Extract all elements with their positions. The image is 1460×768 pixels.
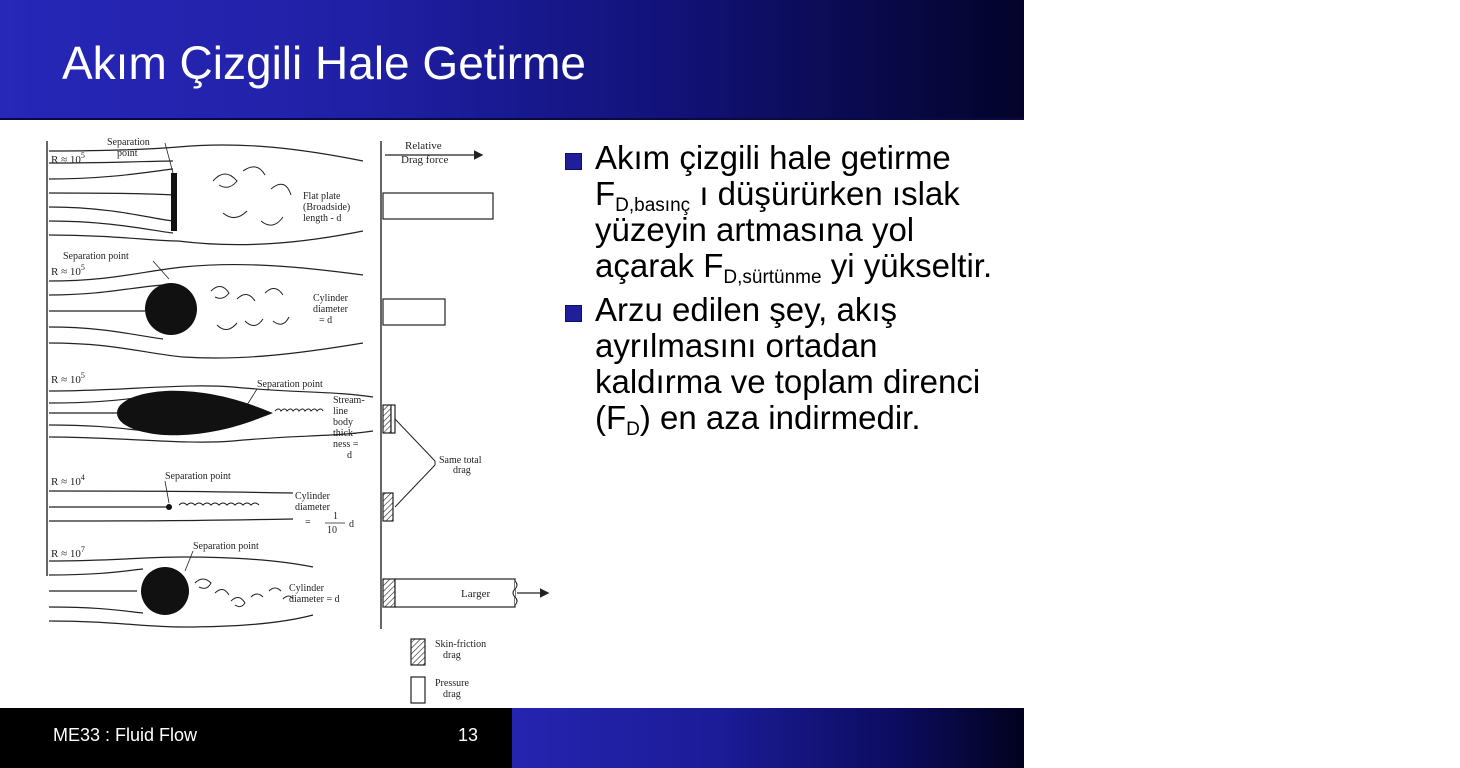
svg-text:body: body [333, 417, 353, 428]
case3-reynolds: $R \approx 10^5$ [51, 371, 85, 386]
drag-bar-cylinder-2-pressure [395, 579, 515, 607]
legend-skin-label: Skin-friction [435, 639, 487, 650]
case4-reynolds: $R \approx 10^4$ [51, 473, 85, 488]
svg-text:d: d [349, 519, 354, 530]
case4-separation-label: Separation point [165, 471, 231, 482]
streamlined-body [117, 391, 273, 436]
figure-legend [411, 639, 486, 703]
cylinder-body-2 [141, 567, 189, 615]
svg-text:10: 10 [327, 525, 337, 536]
svg-text:1: 1 [333, 511, 338, 522]
drag-bar-flat-plate [383, 193, 493, 219]
case-thin-cylinder [49, 471, 393, 536]
svg-text:Stream-: Stream- [333, 395, 365, 406]
case1-separation-label-2: point [117, 148, 138, 159]
case-cylinder-turbulent [49, 541, 547, 627]
legend-pressure-swatch [411, 677, 425, 703]
drag-figure-svg [33, 121, 561, 708]
case5-reynolds: $R \approx 10^7$ [51, 545, 85, 560]
drag-bar-cylinder-1 [383, 299, 445, 325]
svg-text:diameter = d: diameter = d [289, 594, 340, 605]
case2-reynolds: $R \approx 10^5$ [51, 263, 85, 278]
footer-right-panel [512, 708, 1460, 768]
slide-title: Akım Çizgili Hale Getirme [62, 37, 586, 89]
slide-footer [0, 708, 1460, 768]
footer-left-panel [0, 708, 512, 768]
svg-text:line: line [333, 406, 348, 417]
svg-text:Cylinder: Cylinder [313, 293, 348, 304]
svg-text:(Broadside): (Broadside) [303, 202, 351, 213]
title-divider [0, 118, 1024, 120]
thin-cylinder-body [166, 504, 172, 510]
svg-text:length - d: length - d [303, 213, 342, 224]
footer-course-name: ME33 : Fluid Flow [53, 725, 198, 745]
case2-separation-label: Separation point [63, 251, 129, 262]
legend-skin-swatch [411, 639, 425, 665]
drag-bar-streamlined-skin [383, 405, 391, 433]
header-drag-force: Drag force [401, 154, 449, 166]
svg-text:Cylinder: Cylinder [289, 583, 324, 594]
svg-text:= d: = d [319, 315, 333, 326]
bullet-item-2: Arzu edilen şey, akış ayrılmasını ortadan kaldırma ve toplam direnci $(F_D)$ en aza indirmedir. [563, 292, 1013, 436]
footer-page-number: 13 [458, 725, 479, 745]
title-bar [0, 0, 1024, 120]
case-cylinder-laminar [49, 251, 445, 358]
same-total-label: Same total [439, 455, 482, 466]
cylinder-body-1 [145, 283, 197, 335]
legend-pressure-label-2: drag [443, 689, 461, 700]
case-streamlined-body [49, 371, 395, 461]
svg-text:d: d [347, 450, 352, 461]
bullet-item-1: Akım çizgili hale getirme $F_{D,basınç}$ ı düşürürken ıslak yüzeyin artmasına yol açarak $F_{D,sürtünme}$ yi yükseltir. [563, 140, 1013, 284]
case3-separation-label: Separation point [257, 379, 323, 390]
svg-text:Cylinder: Cylinder [295, 491, 330, 502]
footer-chapter-title: Chapter 11: Flow over bodies; lift and drag [1122, 722, 1460, 742]
svg-text:=: = [305, 517, 311, 528]
header-relative: Relative [405, 140, 442, 152]
bullet-square-icon [565, 153, 582, 170]
case1-separation-label: Separation [107, 137, 150, 148]
bullet-list [563, 140, 1013, 444]
svg-text:diameter: diameter [313, 304, 348, 315]
svg-text:thick-: thick- [333, 428, 357, 439]
larger-label: Larger [461, 588, 491, 600]
same-total-bracket-bottom [395, 465, 435, 507]
case5-separation-label: Separation point [193, 541, 259, 552]
drag-bar-streamlined-pressure [391, 405, 395, 433]
same-total-bracket-top [395, 419, 435, 461]
case1-reynolds: $R \approx 10^5$ [51, 151, 85, 166]
drag-bar-cylinder-2-skin [383, 579, 395, 607]
legend-skin-label-2: drag [443, 650, 461, 661]
same-total-label-2: drag [453, 465, 471, 476]
svg-text:Flat plate: Flat plate [303, 191, 341, 202]
svg-text:diameter: diameter [295, 502, 330, 513]
bullet-square-icon [565, 305, 582, 322]
drag-bar-thin-cylinder-skin [383, 493, 393, 521]
flat-plate-body [171, 173, 177, 231]
drag-comparison-figure [33, 121, 561, 708]
svg-text:ness =: ness = [333, 439, 359, 450]
legend-pressure-label: Pressure [435, 678, 469, 689]
